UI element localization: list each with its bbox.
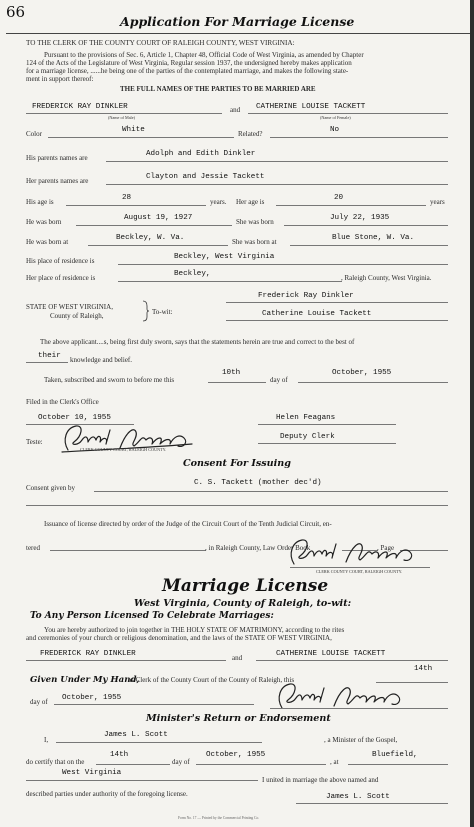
issuance-line: Issuance of license directed by order of the Judge of the Circuit Court of the Tenth Judicial Circuit, en- (44, 520, 332, 528)
female-name: CATHERINE LOUISE TACKETT (256, 103, 366, 111)
minister-place: Bluefield, (372, 751, 418, 759)
license-given: Given Under My Hand, (30, 675, 140, 685)
issuance-entered: tered (26, 544, 40, 552)
consent-value: C. S. Tackett (mother dec'd) (194, 479, 322, 487)
state-line-1: STATE OF WEST VIRGINIA, (26, 303, 113, 311)
her-residence-suffix: , Raleigh County, West Virginia. (341, 274, 432, 282)
license-subtitle: West Virginia, County of Raleigh, to-wit: (134, 598, 352, 609)
minister-day: 14th (110, 751, 129, 759)
related-label: Related? (238, 130, 263, 138)
she-born-at-label: She was born at (232, 238, 277, 246)
intro-line-4: ment in support thereof: (26, 75, 94, 83)
deputy-title: Deputy Clerk (280, 433, 335, 441)
oath-their: their (38, 352, 61, 360)
he-born-label: He was born (26, 218, 62, 226)
he-born-at-value: Beckley, W. Va. (116, 234, 185, 242)
he-born-at-label: He was born at (26, 238, 69, 246)
license-and: and (232, 654, 243, 662)
color-label: Color (26, 130, 42, 138)
years-label-2: years (430, 198, 445, 206)
printer-footer: Form No. 17 — Printed by the Commercial Printing Co. (178, 816, 260, 820)
oath-knowledge: knowledge and belief. (70, 356, 133, 364)
license-female: CATHERINE LOUISE TACKETT (276, 650, 386, 658)
license-body-1: You are hereby authorized to join together in THE HOLY STATE OF MATRIMONY, according to the rites (44, 626, 345, 634)
minister-signature: James L. Scott (326, 793, 390, 801)
minister-at: , at (330, 758, 339, 766)
full-names-heading: THE FULL NAMES OF THE PARTIES TO BE MARRIED ARE (120, 85, 316, 93)
filed-date: October 10, 1955 (38, 414, 111, 422)
license-day-of: day of (30, 698, 48, 706)
her-residence-label: Her place of residence is (26, 274, 96, 282)
license-body-2: and ceremonies of your church or religious denomination, and the laws of the STATE OF WEST VIRGINIA, (26, 634, 332, 642)
minister-state: West Virginia (62, 769, 122, 777)
addressee: TO THE CLERK OF THE COUNTY COURT OF RALEIGH COUNTY, WEST VIRGINIA: (26, 39, 295, 47)
his-parents-value: Adolph and Edith Dinkler (146, 150, 256, 158)
his-residence-value: Beckley, West Virginia (174, 253, 275, 261)
state-name-2: Catherine Louise Tackett (262, 310, 372, 318)
minister-heading: Minister's Return or Endorsement (146, 713, 331, 724)
her-parents-label: Her parents names are (26, 177, 89, 185)
issuance-clerk-caption: CLERK COUNTY COURT, RALEIGH COUNTY. (316, 569, 403, 574)
subscribed-month-year: October, 1955 (332, 369, 392, 377)
license-male: FREDERICK RAY DINKLER (40, 650, 136, 658)
consent-label: Consent given by (26, 484, 75, 492)
teste-label: Teste: (26, 438, 43, 446)
intro-line-2: 124 of the Acts of the Legislature of West Virginia, Regular session 1937, the undersigned hereby makes application (26, 59, 352, 67)
application-title: Application For Marriage License (120, 14, 355, 29)
male-name: FREDERICK RAY DINKLER (32, 103, 128, 111)
his-age-label: His age is (26, 198, 54, 206)
license-day: 14th (414, 665, 433, 673)
his-residence-label: His place of residence is (26, 257, 95, 265)
female-caption: (Name of Female) (320, 115, 351, 120)
brace-icon (142, 300, 150, 322)
issuance-raleigh: , in Raleigh County, Law Order Book (205, 544, 311, 552)
she-born-at-value: Blue Stone, W. Va. (332, 234, 415, 242)
her-age-value: 20 (334, 194, 344, 202)
page-number: 66 (6, 3, 26, 21)
state-name-1: Frederick Ray Dinkler (258, 292, 354, 300)
her-parents-value: Clayton and Jessie Tackett (146, 173, 265, 181)
years-label-1: years. (210, 198, 227, 206)
minister-described: described parties under authority of the foregoing license. (26, 790, 188, 798)
names-and: and (230, 106, 241, 114)
issuance-signature-icon (282, 536, 422, 568)
intro-line-1: Pursuant to the provisions of Sec. 6, Article 1, Chapter 48, Official Code of West Virginia, as amended by Chapter (44, 51, 364, 59)
minister-text: , a Minister of the Gospel, (324, 736, 398, 744)
consent-heading: Consent For Issuing (183, 458, 291, 469)
filed-clerk-caption: CLERK COUNTY COURT, RALEIGH COUNTY. (80, 447, 167, 452)
license-to-any: To Any Person Licensed To Celebrate Marriages: (30, 611, 274, 621)
she-born-label: She was born (236, 218, 274, 226)
her-age-label: Her age is (236, 198, 265, 206)
related-value: No (330, 126, 340, 134)
intro-line-3: for a marriage license, ......he being one of the parties of the contemplated marriage, and makes the following state- (26, 67, 349, 75)
his-age-value: 28 (122, 194, 132, 202)
page-edge (470, 0, 474, 827)
state-line-2: County of Raleigh, (50, 312, 104, 320)
minister-month-year: October, 1955 (206, 751, 266, 759)
he-born-value: August 19, 1927 (124, 214, 193, 222)
his-parents-label: His parents names are (26, 154, 88, 162)
subscribed-day: 10th (222, 369, 241, 377)
her-residence-value: Beckley, (174, 270, 211, 278)
issuance-page: , Page (377, 544, 395, 552)
license-month-year: October, 1955 (62, 694, 122, 702)
subscribed-prefix: Taken, subscribed and sworn to before me this (44, 376, 175, 384)
male-caption: (Name of Male) (108, 115, 135, 120)
to-wit: To-wit: (152, 308, 173, 316)
deputy-name: Helen Feagans (276, 414, 336, 422)
oath-line: The above applicant....s, being first duly sworn, says that the statements herein are true and correct to the best of (40, 338, 355, 346)
color-value: White (122, 126, 145, 134)
she-born-value: July 22, 1935 (330, 214, 390, 222)
minister-i: I, (44, 736, 49, 744)
minister-united: I united in marriage the above named and (262, 776, 379, 784)
filed-label: Filed in the Clerk's Office (26, 398, 99, 406)
license-given-rest: as Clerk of the County Court of the County of Raleigh, this (128, 676, 295, 684)
minister-day-of: day of (172, 758, 190, 766)
minister-certify: do certify that on the (26, 758, 85, 766)
license-title: Marriage License (162, 576, 329, 596)
minister-name: James L. Scott (104, 731, 168, 739)
subscribed-day-of: day of (270, 376, 288, 384)
